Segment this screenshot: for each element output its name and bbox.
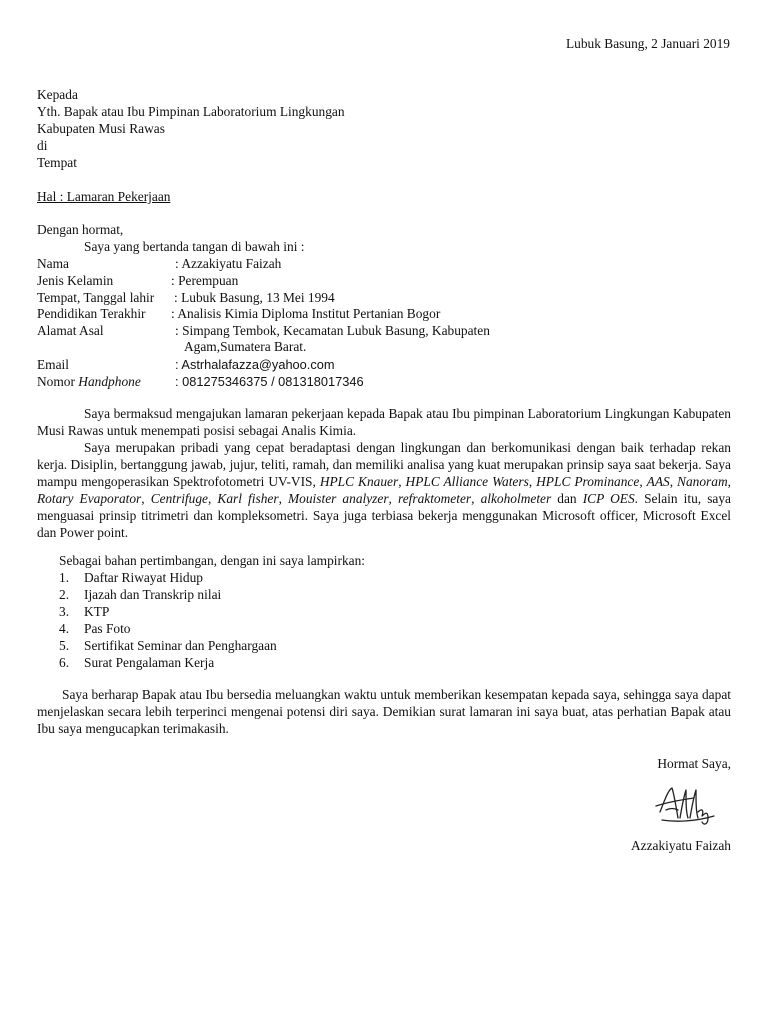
paragraph-closing	[37, 687, 731, 738]
place-date: Lubuk Basung, 2 Januari 2019	[565, 36, 730, 51]
list-item-text: Daftar Riwayat Hidup	[84, 570, 203, 585]
phone-value: : 081275346375 / 081318017346	[175, 374, 364, 389]
list-item-text: Ijazah dan Transkrip nilai	[84, 587, 222, 602]
phone-label-text: Nomor	[37, 374, 75, 389]
recipient-line: Tempat	[37, 155, 77, 170]
greeting: Dengan hormat,	[37, 222, 124, 237]
skills-separator: ,	[471, 490, 481, 506]
subject-line: Hal : Lamaran Pekerjaan	[37, 189, 171, 204]
recipient-line: Kabupaten Musi Rawas	[37, 121, 165, 136]
list-item-text: KTP	[84, 604, 110, 619]
skills-instrument: Mouister analyzer	[288, 490, 389, 506]
signer-name: Azzakiyatu Faizah	[630, 838, 731, 853]
list-item-number: 3.	[59, 604, 70, 619]
skills-instrument: ICP OES	[582, 490, 635, 506]
closing-salutation: Hormat Saya,	[657, 756, 731, 771]
skills-instrument: alkoholmeter	[480, 490, 552, 506]
paragraph-intent-text: Saya bermaksud mengajukan lamaran pekerjaan kepada Bapak atau Ibu pimpinan Laboratorium Lingkungan Kabupaten Musi Rawas untuk menempati posisi sebagai Analis Kimia.	[37, 406, 731, 438]
address-value-1: : Simpang Tembok, Kecamatan Lubuk Basung, Kabupaten	[175, 323, 490, 338]
skills-instrument: refraktometer	[397, 490, 472, 506]
skills-separator: ,	[141, 490, 151, 506]
education-value: : Analisis Kimia Diploma Institut Pertanian Bogor	[171, 306, 441, 321]
skills-instrument: Karl fisher	[217, 490, 279, 506]
list-item-text: Sertifikat Seminar dan Penghargaan	[84, 638, 277, 653]
list-item-number: 1.	[59, 570, 70, 585]
skills-instrument: HPLC Knauer	[319, 473, 399, 489]
list-item-text: Surat Pengalaman Kerja	[84, 655, 215, 670]
signature-icon	[654, 782, 718, 830]
name-label: Nama	[37, 256, 69, 271]
paragraph-intent	[37, 406, 731, 440]
address-value-2: Agam,Sumatera Barat.	[184, 339, 307, 354]
phone-label-italic: Handphone	[78, 374, 141, 389]
phone-label	[37, 373, 141, 390]
recipient-line: Kepada	[37, 87, 78, 102]
intro-line: Saya yang bertanda tangan di bawah ini :	[84, 239, 305, 254]
list-item-text: Pas Foto	[84, 621, 131, 636]
name-value: : Azzakiyatu Faizah	[175, 256, 282, 271]
list-item-number: 5.	[59, 638, 70, 653]
gender-label: Jenis Kelamin	[37, 273, 114, 288]
skills-separator: ,	[388, 490, 398, 506]
skills-separator: ,	[207, 490, 218, 506]
birth-label: Tempat, Tanggal lahir	[37, 290, 155, 305]
skills-instrument: HPLC Alliance Waters	[405, 473, 529, 489]
attachments-intro: Sebagai bahan pertimbangan, dengan ini saya lampirkan:	[59, 553, 366, 568]
skills-text: . Selain itu, saya menguasai prinsip titrimetri dan kompleksometri. Saya juga terbiasa bekerja menggunakan Microsoft officer, Microsoft Excel dan Power point.	[37, 490, 731, 540]
skills-instrument: HPLC Prominance	[536, 473, 640, 489]
birth-value: : Lubuk Basung, 13 Mei 1994	[174, 290, 335, 305]
recipient-line: Yth. Bapak atau Ibu Pimpinan Laboratorium Lingkungan	[37, 104, 345, 119]
skills-separator: ,	[278, 490, 288, 506]
list-item-number: 2.	[59, 587, 70, 602]
education-label: Pendidikan Terakhir	[37, 306, 146, 321]
skills-instrument: Nanoram	[677, 473, 728, 489]
skills-separator: ,	[669, 473, 678, 489]
skills-separator: ,	[639, 473, 647, 489]
skills-instrument: Centrifuge	[150, 490, 208, 506]
skills-separator: ,	[727, 473, 731, 489]
skills-separator: dan	[551, 490, 583, 506]
skills-separator: ,	[398, 473, 406, 489]
skills-instrument: Rotary Evaporator	[37, 490, 142, 506]
email-value: : Astrhalafazza@yahoo.com	[175, 357, 335, 372]
list-item-number: 4.	[59, 621, 70, 636]
address-label: Alamat Asal	[37, 323, 104, 338]
recipient-line: di	[37, 138, 48, 153]
email-label: Email	[37, 357, 69, 372]
skills-separator: ,	[528, 473, 537, 489]
paragraph-closing-text: Saya berharap Bapak atau Ibu bersedia meluangkan waktu untuk memberikan kesempatan kepada saya, sehingga saya dapat menjelaskan secara lebih terperinci mengenai potensi diri saya. Demikian surat lamaran ini saya buat, atas perhatian Bapak atau Ibu saya mengucapkan terimakasih.	[37, 687, 731, 736]
list-item-number: 6.	[59, 655, 70, 670]
skills-text: Saya merupakan pribadi yang cepat beradaptasi dengan lingkungan dan berkomunikasi dengan baik terhadap rekan kerja. Disiplin, bertanggung jawab, jujur, teliti, ramah, dan memiliki analisa yang kuat merupakan prinsip saya saat bekerja. Saya mampu mengoperasikan Spektrofotometri UV-VIS,	[37, 440, 731, 489]
gender-value: : Perempuan	[171, 273, 239, 288]
skills-instrument: AAS	[646, 473, 670, 489]
paragraph-skills	[37, 440, 731, 541]
